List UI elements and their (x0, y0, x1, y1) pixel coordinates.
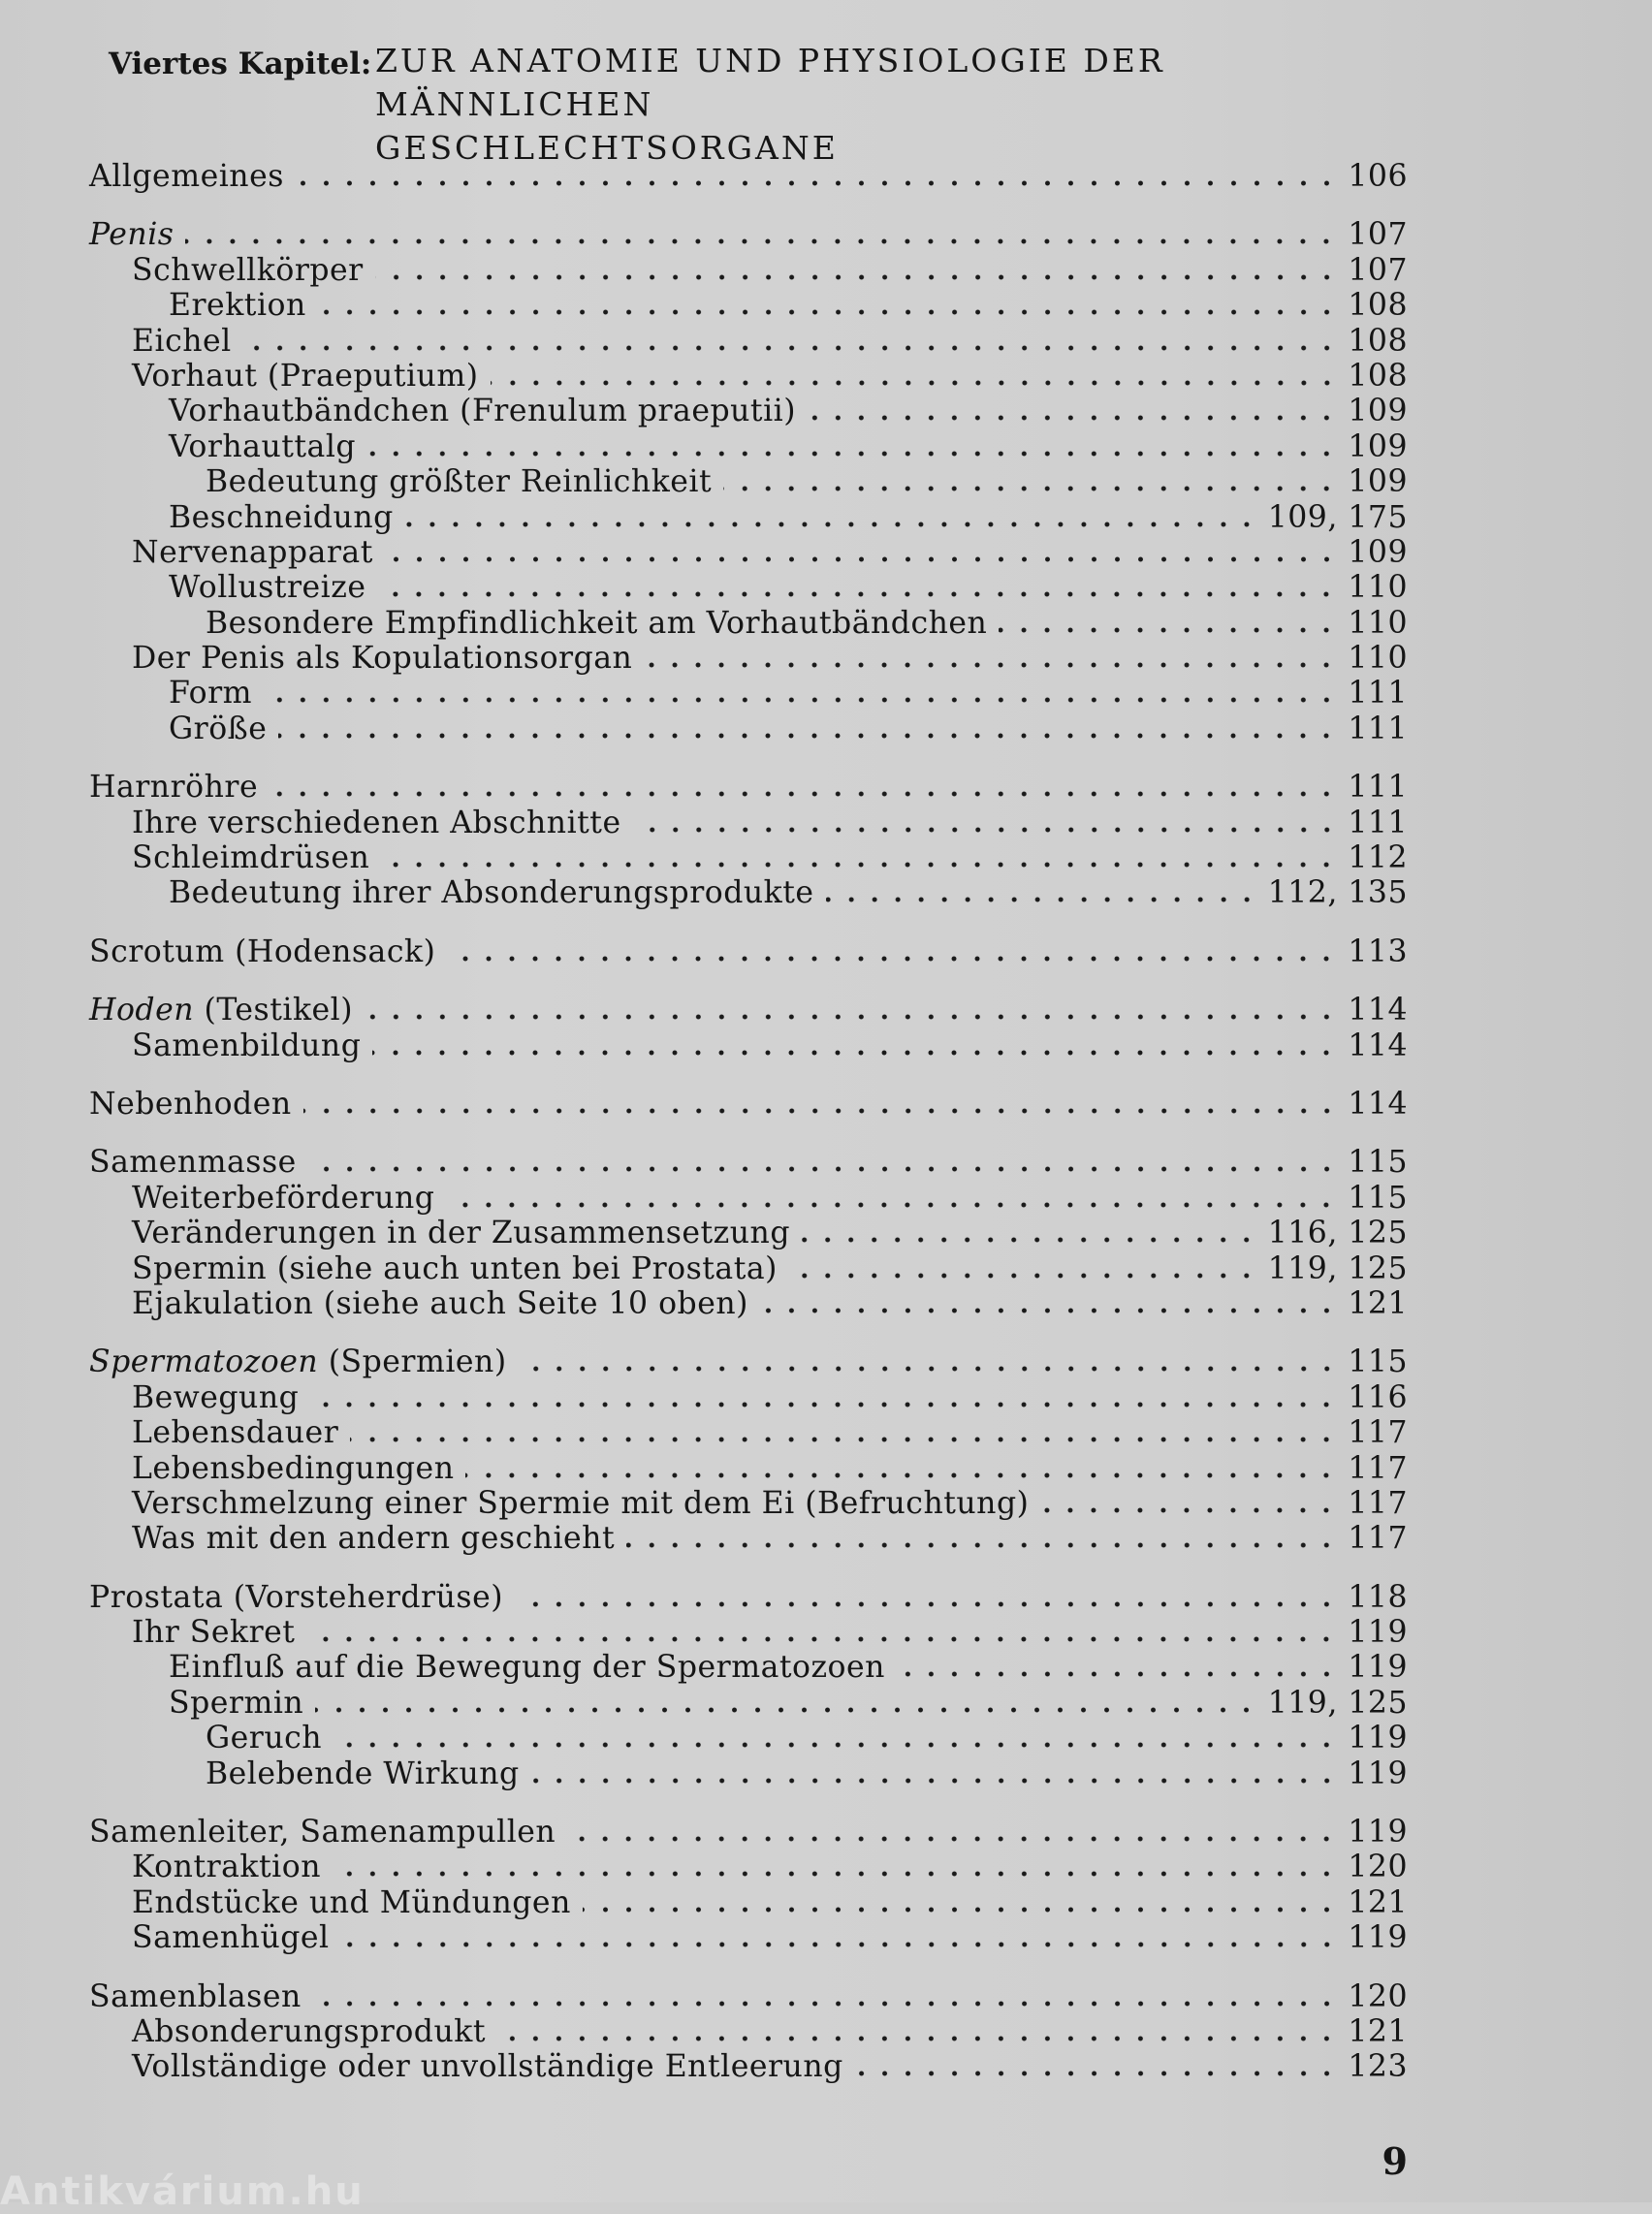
toc-entry-page: 116, 125 (1267, 1216, 1408, 1251)
toc-entry-title: Der Penis als Kopulationsorgan (132, 641, 633, 677)
toc-entry-title: Scrotum (Hodensack) (89, 933, 436, 969)
toc-entry-page: 119 (1348, 1755, 1408, 1791)
dot-leader (303, 1108, 1339, 1114)
dot-leader (446, 1202, 1338, 1208)
toc-entry-page: 119, 125 (1267, 1250, 1408, 1286)
toc-entry (89, 1216, 1408, 1250)
toc-entry-page: 107 (1348, 252, 1408, 288)
toc-entry-title: Geruch (206, 1721, 323, 1756)
toc-entry (89, 1286, 1408, 1321)
toc-entry-title: Lebensdauer (132, 1415, 339, 1451)
toc-entry-page: 120 (1348, 1850, 1408, 1885)
toc-entry (89, 1615, 1408, 1650)
toc-entry-title: Samenblasen (89, 1978, 302, 2014)
toc-entry-title: Schleimdrüsen (132, 840, 370, 876)
toc-entry-page: 120 (1348, 1978, 1408, 2014)
toc-entry-title: Weiterbeförderung (132, 1180, 435, 1216)
toc-entry-page: 113 (1348, 933, 1408, 969)
toc-entry-page: 110 (1348, 605, 1408, 641)
toc-entry-title: Wollustreize (169, 570, 366, 606)
toc-entry-title: Ihr Sekret (132, 1615, 296, 1651)
toc-entry-title: Absonderungsprodukt (132, 2013, 486, 2049)
toc-entry-title: Endstücke und Mündungen (132, 1884, 571, 1920)
toc-entry (89, 676, 1408, 711)
dot-leader (497, 2036, 1338, 2041)
dot-leader (1040, 1507, 1338, 1513)
toc-entry-page: 117 (1348, 1450, 1408, 1486)
toc-entry-page: 118 (1348, 1579, 1408, 1615)
toc-entry (89, 1451, 1408, 1486)
toc-entry-title: Penis (89, 217, 175, 253)
toc-entry-page: 117 (1348, 1521, 1408, 1557)
dot-leader (644, 662, 1338, 668)
dot-leader (808, 415, 1338, 421)
chapter-label: Viertes Kapitel: (109, 47, 372, 81)
toc-entry-page: 119 (1348, 1920, 1408, 1956)
toc-entry-title: Bedeutung größter Reinlichkeit (206, 464, 713, 500)
dot-leader (310, 1402, 1338, 1407)
toc-entry (89, 500, 1408, 535)
toc-entry-page: 106 (1348, 159, 1408, 194)
dot-leader (723, 486, 1338, 491)
toc-entry-title: Verschmelzung einer Spermie mit dem Ei (Befruchtung) (132, 1485, 1030, 1521)
toc-entry-page: 111 (1348, 770, 1408, 806)
toc-entry (89, 1028, 1408, 1063)
toc-entry (89, 1251, 1408, 1286)
toc-entry-page: 119, 125 (1267, 1685, 1408, 1721)
dot-leader (185, 238, 1338, 244)
toc-entry (89, 1181, 1408, 1216)
toc-entry-title: Samenmasse (89, 1145, 297, 1181)
toc-entry-title: Veränderungen in der Zusammensetzung (132, 1216, 791, 1251)
dot-leader (350, 1437, 1338, 1442)
toc-entry-title: Erektion (169, 288, 306, 324)
toc-entry (89, 217, 1408, 252)
toc-entry-title: Spermin (siehe auch unten bei Prostata) (132, 1250, 778, 1286)
toc-entry-title: Form (169, 676, 253, 712)
toc-entry-page: 110 (1348, 641, 1408, 677)
toc-entry (89, 1087, 1408, 1122)
toc-entry-page: 116 (1348, 1379, 1408, 1415)
dot-leader (385, 556, 1339, 562)
table-of-contents (89, 159, 1408, 2085)
toc-entry-page: 111 (1348, 676, 1408, 712)
toc-entry (89, 770, 1408, 805)
dot-leader (789, 1273, 1258, 1279)
toc-entry-page: 119 (1348, 1650, 1408, 1686)
toc-entry (89, 1920, 1408, 1955)
dot-leader (375, 274, 1339, 280)
toc-entry (89, 606, 1408, 641)
toc-entry-title: Ejakulation (siehe auch Seite 10 oben) (132, 1285, 748, 1321)
toc-entry-title: Samenbildung (132, 1028, 362, 1063)
toc-entry-title: Einfluß auf die Bewegung der Spermatozoen (169, 1650, 885, 1686)
toc-entry-page: 117 (1348, 1485, 1408, 1521)
dot-leader (802, 1237, 1258, 1243)
dot-leader (308, 1166, 1339, 1172)
toc-entry (89, 1145, 1408, 1180)
toc-entry-title: Samenhügel (132, 1920, 330, 1956)
toc-entry-title: Lebensbedingungen (132, 1450, 455, 1486)
toc-entry (89, 934, 1408, 969)
toc-entry (89, 429, 1408, 464)
toc-entry (89, 1885, 1408, 1920)
toc-entry (89, 464, 1408, 499)
toc-entry-title: Kontraktion (132, 1850, 322, 1885)
toc-entry-page: 108 (1348, 358, 1408, 394)
toc-entry (89, 1415, 1408, 1450)
chapter-title-line-2: GESCHLECHTSORGANE (375, 129, 839, 167)
toc-entry-page: 117 (1348, 1415, 1408, 1451)
toc-entry-page: 107 (1348, 217, 1408, 253)
toc-entry (89, 394, 1408, 428)
toc-entry-page: 119 (1348, 1721, 1408, 1756)
toc-entry-page: 119 (1348, 1615, 1408, 1651)
toc-entry (89, 840, 1408, 875)
toc-entry (89, 1979, 1408, 2014)
toc-entry (89, 535, 1408, 570)
toc-entry-page: 112 (1348, 840, 1408, 876)
toc-entry (89, 1721, 1408, 1755)
dot-leader (515, 1601, 1338, 1607)
toc-entry (89, 1580, 1408, 1615)
toc-entry (89, 1686, 1408, 1721)
toc-entry-title: Prostata (Vorsteherdrüse) (89, 1579, 503, 1615)
toc-entry (89, 570, 1408, 605)
toc-entry-title: Was mit den andern geschieht (132, 1521, 616, 1557)
toc-entry-title: Vorhauttalg (169, 428, 357, 464)
dot-leader (491, 380, 1339, 386)
toc-entry (89, 2014, 1408, 2049)
toc-entry-title: Allgemeines (89, 159, 284, 194)
toc-entry (89, 641, 1408, 676)
toc-entry-page: 109 (1348, 394, 1408, 429)
chapter-header (109, 39, 1408, 170)
chapter-title (375, 39, 1408, 170)
toc-entry-page: 111 (1348, 805, 1408, 840)
toc-entry-page: 109 (1348, 534, 1408, 570)
toc-entry-title: Besondere Empfindlichkeit am Vorhautbändchen (206, 605, 988, 641)
toc-entry (89, 1521, 1408, 1556)
dot-leader (531, 1778, 1339, 1784)
dot-leader (855, 2071, 1339, 2076)
toc-entry-page: 112, 135 (1267, 875, 1408, 911)
toc-entry (89, 1650, 1408, 1685)
toc-entry (89, 806, 1408, 840)
dot-leader (999, 627, 1338, 633)
toc-entry-title: Vorhaut (Praeputium) (132, 358, 479, 394)
toc-entry-title: Ihre verschiedenen Abschnitte (132, 805, 621, 840)
chapter-title-line-1: ZUR ANATOMIE UND PHYSIOLOGIE DER MÄNNLICHEN (375, 42, 1165, 123)
dot-leader (318, 309, 1339, 315)
dot-leader (897, 1671, 1338, 1677)
toc-entry (89, 993, 1408, 1028)
toc-entry-page: 110 (1348, 570, 1408, 606)
toc-entry-title: Bedeutung ihrer Absonderungsprodukte (169, 875, 814, 911)
dot-leader (583, 1907, 1339, 1913)
toc-entry (89, 712, 1408, 746)
toc-entry-page: 114 (1348, 1086, 1408, 1122)
toc-entry-page: 109 (1348, 464, 1408, 500)
toc-entry-title: Belebende Wirkung (206, 1755, 520, 1791)
dot-leader (333, 1871, 1338, 1877)
toc-entry-page: 114 (1348, 1028, 1408, 1063)
toc-entry-page: 119 (1348, 1815, 1408, 1850)
dot-leader (278, 733, 1338, 739)
toc-entry-title: Eichel (132, 323, 232, 359)
toc-entry-page: 111 (1348, 711, 1408, 746)
dot-leader (306, 1636, 1338, 1642)
toc-entry-page: 109, 175 (1267, 499, 1408, 535)
toc-entry-title: Harnröhre (89, 770, 259, 806)
dot-leader (365, 1014, 1338, 1020)
toc-entry (89, 875, 1408, 910)
dot-leader (465, 1472, 1338, 1478)
toc-entry (89, 288, 1408, 323)
dot-leader (243, 345, 1339, 351)
dot-leader (296, 180, 1338, 186)
toc-entry (89, 1486, 1408, 1521)
dot-leader (341, 1942, 1339, 1947)
toc-entry (89, 324, 1408, 359)
dot-leader (567, 1836, 1338, 1842)
toc-entry-title: Spermin (169, 1685, 304, 1721)
toc-entry (89, 1850, 1408, 1884)
dot-leader (367, 451, 1338, 457)
toc-entry-title: Hoden (Testikel) (89, 993, 354, 1028)
dot-leader (377, 591, 1338, 597)
toc-entry-title: Bewegung (132, 1379, 300, 1415)
toc-entry-title: Vorhautbändchen (Frenulum praeputii) (169, 394, 797, 429)
dot-leader (315, 1707, 1258, 1713)
toc-entry-page: 121 (1348, 2013, 1408, 2049)
toc-entry-page: 115 (1348, 1145, 1408, 1181)
toc-entry-page: 121 (1348, 1285, 1408, 1321)
dot-leader (264, 697, 1338, 703)
toc-entry-page: 114 (1348, 993, 1408, 1028)
toc-entry-page: 108 (1348, 323, 1408, 359)
dot-leader (405, 522, 1258, 527)
toc-entry (89, 359, 1408, 394)
toc-entry (89, 1344, 1408, 1379)
page-number: 9 (1382, 2139, 1408, 2183)
dot-leader (519, 1366, 1339, 1372)
dot-leader (372, 1050, 1338, 1056)
toc-entry (89, 1756, 1408, 1791)
watermark: Antikvárium.hu (0, 2169, 365, 2214)
dot-leader (334, 1742, 1338, 1748)
dot-leader (626, 1542, 1338, 1548)
toc-entry-title: Nervenapparat (132, 534, 373, 570)
toc-entry-page: 109 (1348, 428, 1408, 464)
toc-entry-page: 115 (1348, 1180, 1408, 1216)
dot-leader (760, 1308, 1338, 1313)
dot-leader (447, 956, 1338, 962)
toc-entry-title: Beschneidung (169, 499, 394, 535)
toc-entry (89, 1380, 1408, 1415)
toc-entry (89, 2049, 1408, 2084)
dot-leader (826, 897, 1258, 902)
dot-leader (381, 862, 1338, 868)
toc-entry-title: Vollständige oder unvollständige Entleerung (132, 2049, 843, 2085)
toc-entry-title: Nebenhoden (89, 1086, 292, 1122)
toc-entry-page: 115 (1348, 1344, 1408, 1380)
dot-leader (313, 2001, 1339, 2007)
toc-entry-page: 121 (1348, 1884, 1408, 1920)
toc-entry-title: Samenleiter, Samenampullen (89, 1815, 556, 1850)
toc-entry (89, 253, 1408, 288)
toc-entry-page: 123 (1348, 2049, 1408, 2085)
toc-entry (89, 159, 1408, 194)
dot-leader (633, 827, 1339, 833)
dot-leader (270, 791, 1338, 797)
toc-entry-title: Größe (169, 711, 268, 746)
toc-entry-title: Schwellkörper (132, 252, 364, 288)
toc-entry-page: 108 (1348, 288, 1408, 324)
toc-entry-title: Spermatozoen (Spermien) (89, 1344, 507, 1380)
toc-entry (89, 1815, 1408, 1850)
